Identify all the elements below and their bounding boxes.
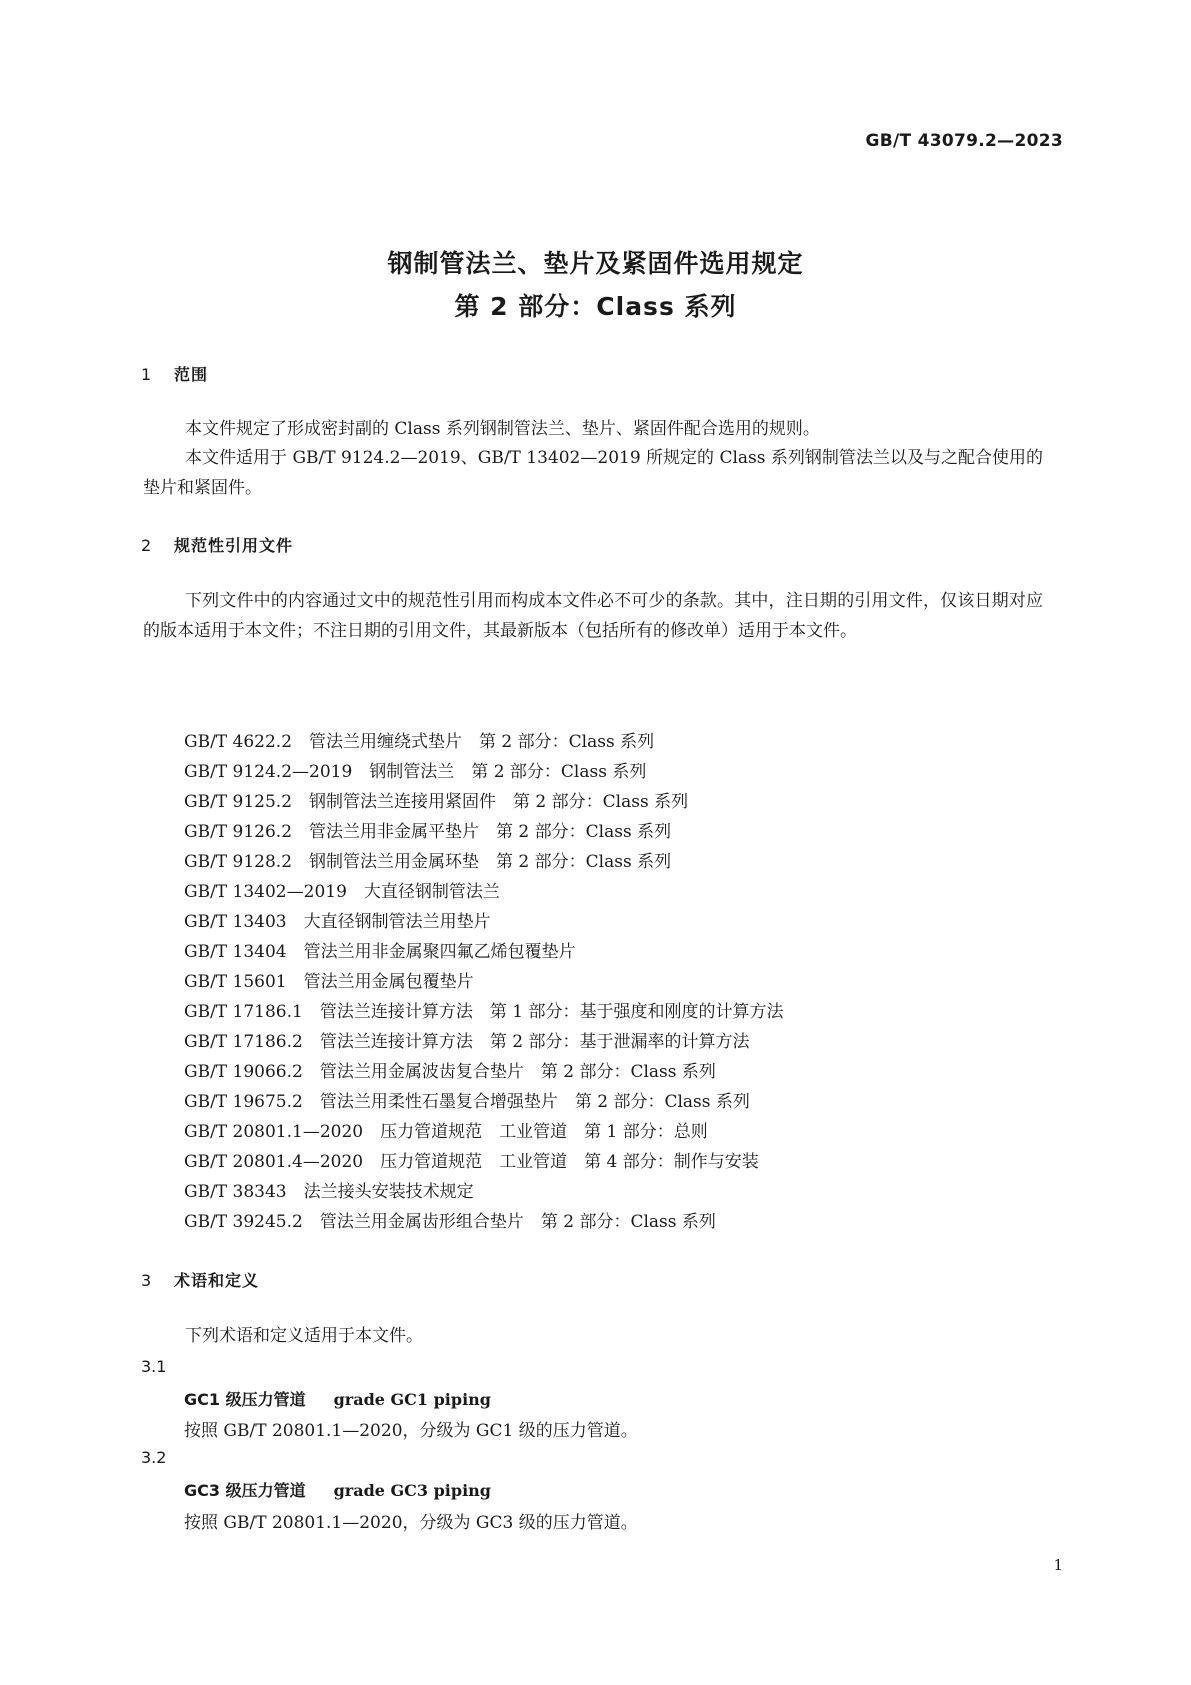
reference-code: GB/T 20801.4—2020 <box>184 1152 364 1172</box>
reference-item <box>184 1057 783 1087</box>
reference-title: 管法兰用金属齿形组合垫片 第 2 部分：Class 系列 <box>319 1212 716 1232</box>
reference-code: GB/T 38343 <box>184 1182 287 1202</box>
reference-code: GB/T 13402—2019 <box>184 882 347 902</box>
reference-item <box>184 1207 783 1237</box>
reference-code: GB/T 19675.2 <box>184 1092 303 1112</box>
reference-code: GB/T 39245.2 <box>184 1212 303 1232</box>
term-definition: 按照 GB/T 20801.1—2020，分级为 GC1 级的压力管道。 <box>184 1421 638 1441</box>
reference-title: 大直径钢制管法兰 <box>363 882 500 902</box>
section-number: 2 <box>141 536 153 555</box>
reference-code: GB/T 17186.1 <box>184 1002 303 1022</box>
reference-code: GB/T 19066.2 <box>184 1062 303 1082</box>
reference-item <box>184 877 783 907</box>
reference-title: 钢制管法兰 第 2 部分：Class 系列 <box>369 762 647 782</box>
section-title: 范围 <box>174 365 209 384</box>
terms-intro: 下列术语和定义适用于本文件。 <box>185 1326 423 1346</box>
reference-item <box>184 1087 783 1117</box>
reference-title: 管法兰用柔性石墨复合增强垫片 第 2 部分：Class 系列 <box>319 1092 750 1112</box>
section-2-heading <box>141 533 293 556</box>
page-number: 1 <box>1053 1556 1063 1574</box>
term-en: grade GC1 piping <box>333 1390 491 1409</box>
reference-item <box>184 937 783 967</box>
reference-item <box>184 1147 783 1177</box>
reference-item <box>184 1027 783 1057</box>
reference-code: GB/T 4622.2 <box>184 732 293 752</box>
reference-title: 大直径钢制管法兰用垫片 <box>303 912 491 932</box>
section-title: 术语和定义 <box>174 1271 260 1290</box>
reference-item <box>184 967 783 997</box>
document-title-line2: 第 2 部分：Class 系列 <box>454 292 737 321</box>
reference-item <box>184 907 783 937</box>
reference-title: 管法兰连接计算方法 第 2 部分：基于泄漏率的计算方法 <box>319 1032 750 1052</box>
reference-code: GB/T 20801.1—2020 <box>184 1122 364 1142</box>
reference-code: GB/T 9124.2—2019 <box>184 762 353 782</box>
reference-item <box>184 1117 783 1147</box>
term-zh: GC1 级压力管道 <box>184 1390 306 1409</box>
section-number: 3 <box>141 1271 153 1290</box>
scope-paragraph-2: 本文件适用于 GB/T 9124.2—2019、GB/T 13402—2019 所规定的 Class 系列钢制管法兰以及与之配合使用的垫片和紧固件。 <box>143 448 1043 498</box>
reference-item <box>184 817 783 847</box>
reference-title: 管法兰用金属包覆垫片 <box>303 972 474 992</box>
reference-title: 钢制管法兰连接用紧固件 第 2 部分：Class 系列 <box>309 792 689 812</box>
reference-title: 管法兰用非金属平垫片 第 2 部分：Class 系列 <box>309 822 672 842</box>
reference-title: 压力管道规范 工业管道 第 1 部分：总则 <box>380 1122 708 1142</box>
document-title-line1: 钢制管法兰、垫片及紧固件选用规定 <box>387 249 804 278</box>
reference-code: GB/T 15601 <box>184 972 287 992</box>
references-intro: 下列文件中的内容通过文中的规范性引用而构成本文件必不可少的条款。其中，注日期的引用文件，仅该日期对应的版本适用于本文件；不注日期的引用文件，其最新版本（包括所有的修改单）适用于本文件。 <box>143 591 1043 641</box>
reference-code: GB/T 9125.2 <box>184 792 293 812</box>
reference-title: 法兰接头安装技术规定 <box>303 1182 474 1202</box>
term-number: 3.2 <box>141 1448 167 1467</box>
scope-paragraph-1: 本文件规定了形成密封副的 Class 系列钢制管法兰、垫片、紧固件配合选用的规则。 <box>185 419 820 439</box>
section-3-heading <box>141 1268 259 1291</box>
reference-title: 管法兰用缠绕式垫片 第 2 部分：Class 系列 <box>309 732 655 752</box>
reference-code: GB/T 9128.2 <box>184 852 293 872</box>
reference-code: GB/T 13403 <box>184 912 287 932</box>
reference-code: GB/T 9126.2 <box>184 822 293 842</box>
term-zh: GC3 级压力管道 <box>184 1481 306 1500</box>
reference-item <box>184 847 783 877</box>
reference-item <box>184 787 783 817</box>
term-heading <box>184 1387 491 1410</box>
reference-item <box>184 727 783 757</box>
reference-item <box>184 757 783 787</box>
reference-title: 管法兰用非金属聚四氟乙烯包覆垫片 <box>303 942 576 962</box>
reference-code: GB/T 17186.2 <box>184 1032 303 1052</box>
reference-title: 管法兰用金属波齿复合垫片 第 2 部分：Class 系列 <box>319 1062 716 1082</box>
section-number: 1 <box>141 365 153 384</box>
section-1-heading <box>141 362 208 385</box>
reference-title: 压力管道规范 工业管道 第 4 部分：制作与安装 <box>380 1152 759 1172</box>
standard-number: GB/T 43079.2—2023 <box>865 131 1063 151</box>
reference-item <box>184 1177 783 1207</box>
reference-code: GB/T 13404 <box>184 942 287 962</box>
reference-list <box>184 727 783 1237</box>
reference-title: 钢制管法兰用金属环垫 第 2 部分：Class 系列 <box>309 852 672 872</box>
term-en: grade GC3 piping <box>333 1481 491 1500</box>
section-title: 规范性引用文件 <box>174 536 294 555</box>
term-heading <box>184 1478 491 1501</box>
term-number: 3.1 <box>141 1357 167 1376</box>
reference-item <box>184 997 783 1027</box>
reference-title: 管法兰连接计算方法 第 1 部分：基于强度和刚度的计算方法 <box>319 1002 784 1022</box>
term-definition: 按照 GB/T 20801.1—2020，分级为 GC3 级的压力管道。 <box>184 1513 638 1533</box>
